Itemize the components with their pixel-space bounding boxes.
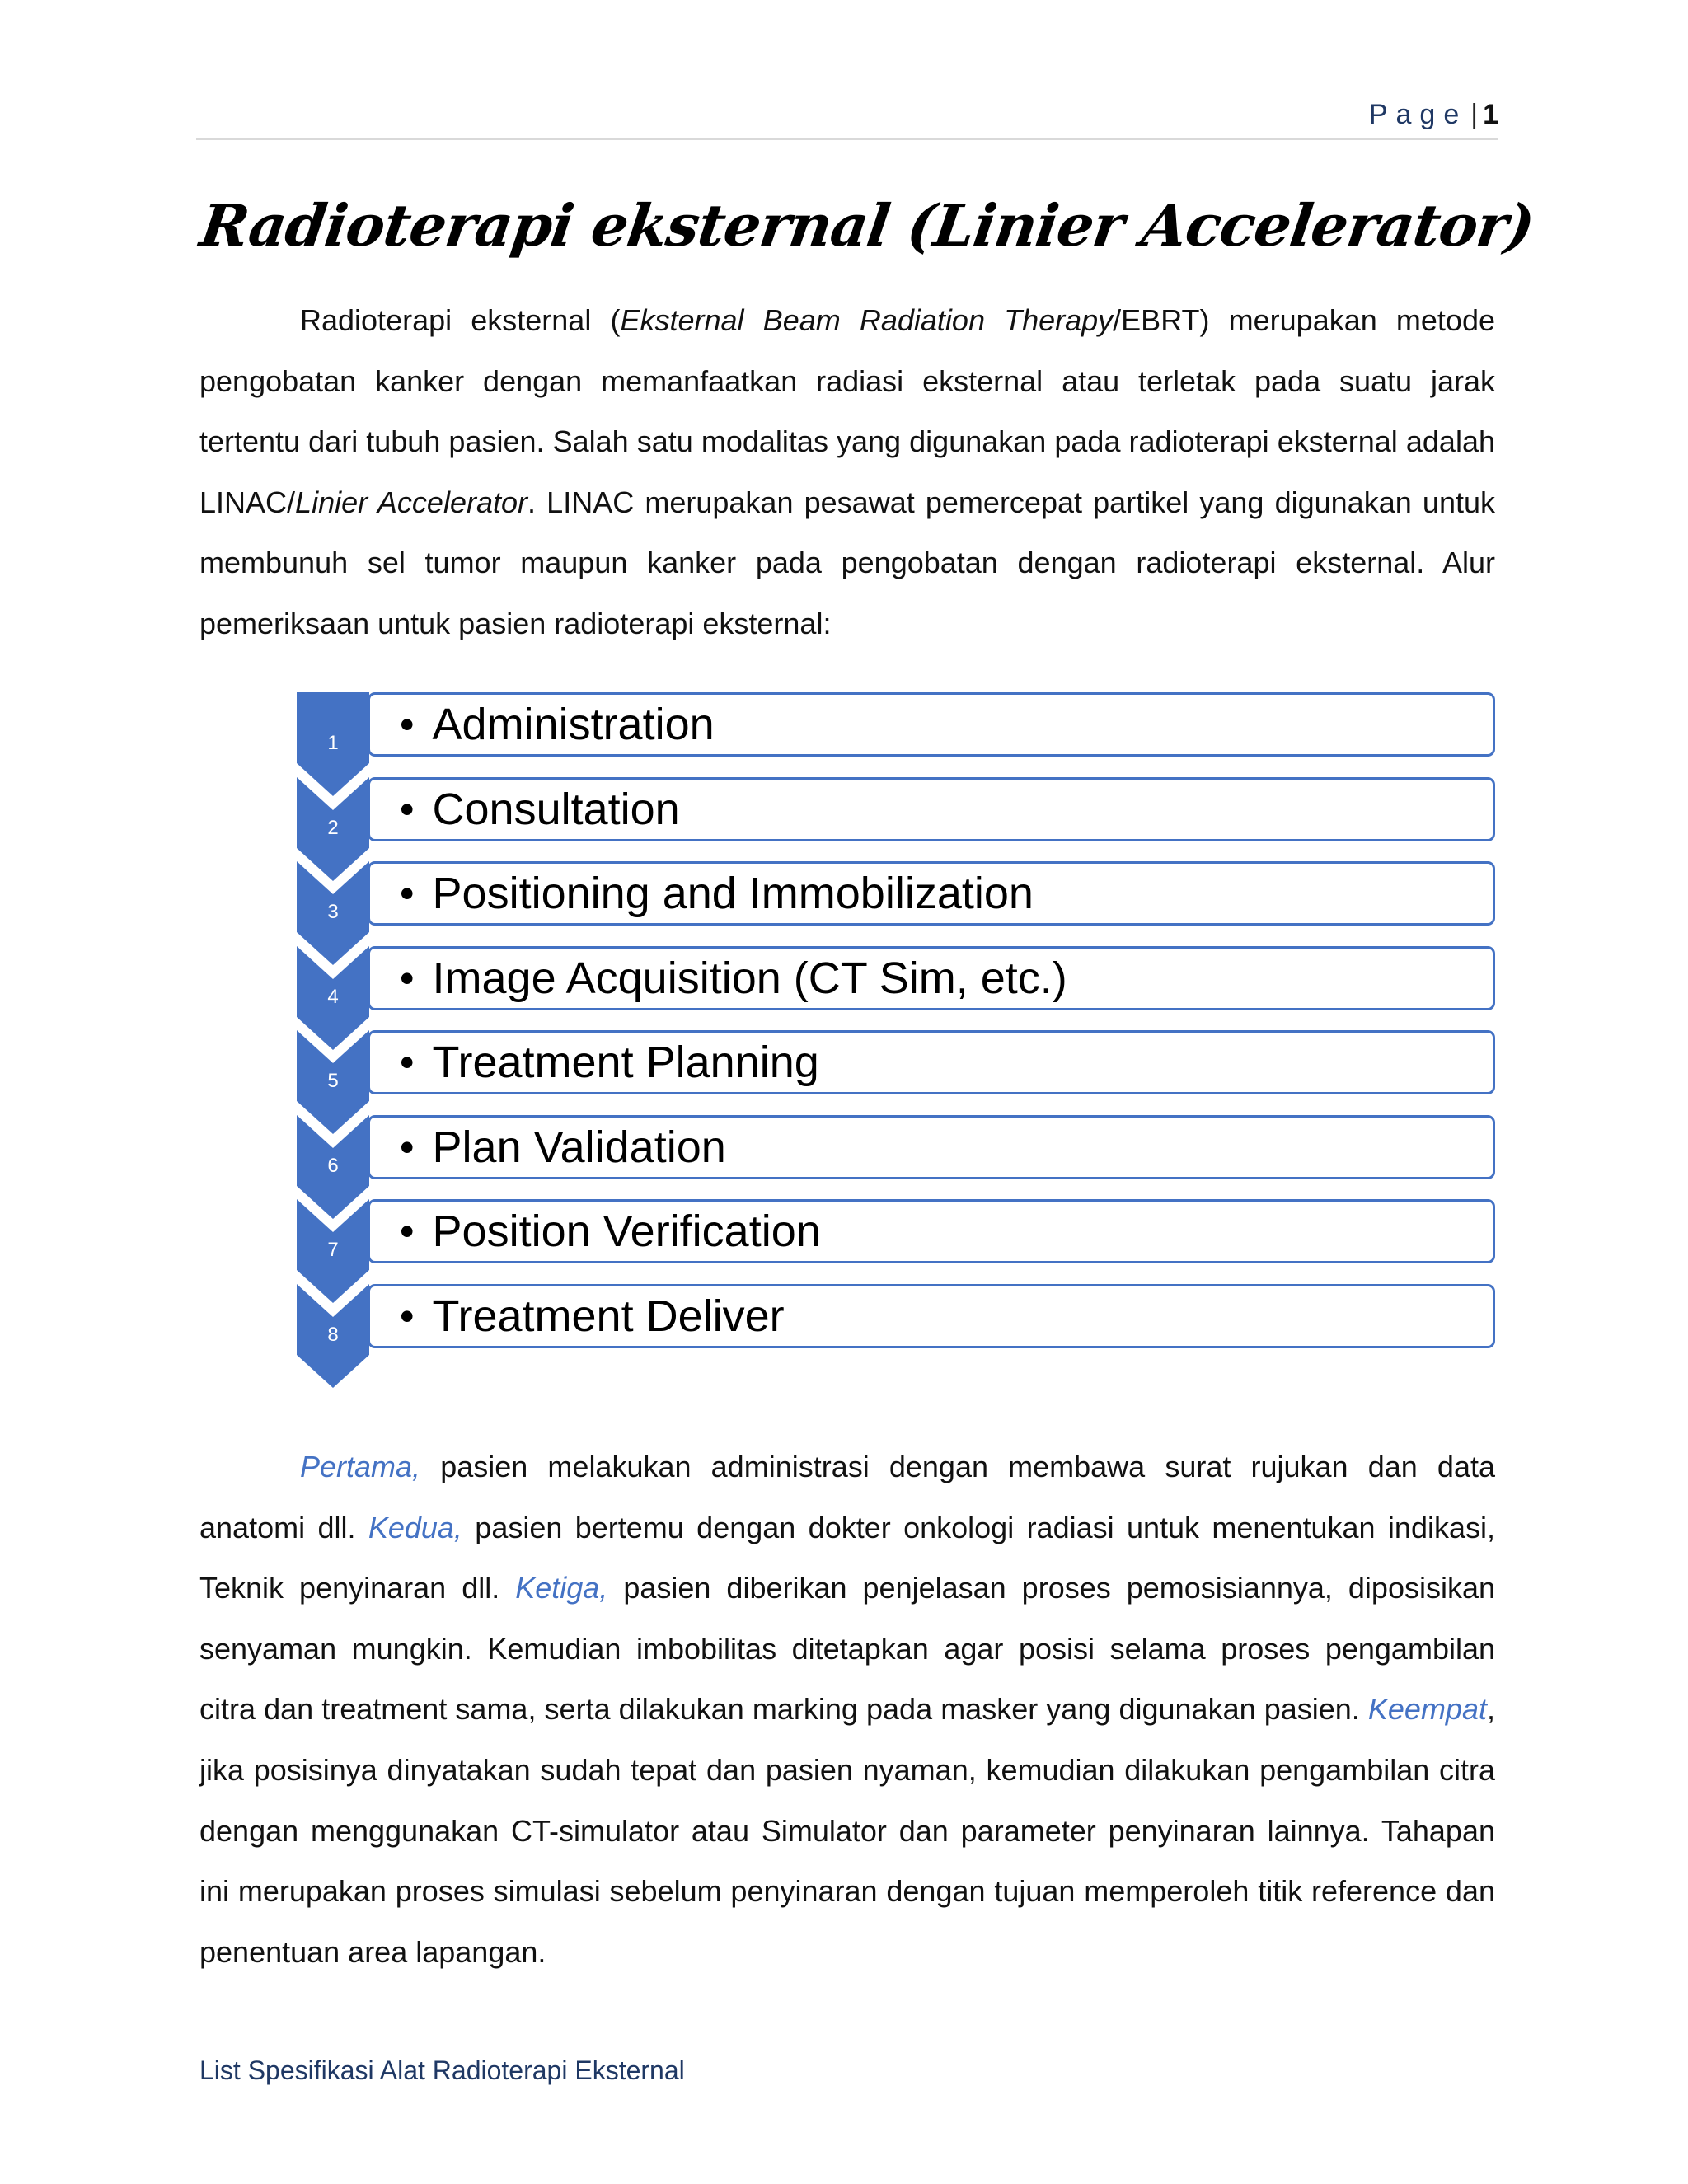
intro-text-3: . LINAC merupakan pesawat pemercepat partikel yang digunakan untuk membunuh sel tumor maupun kanker pada pengobatan dengan radioterapi eksternal. Alur pemeriksaan untuk pasien radioterapi eksternal: xyxy=(199,485,1495,640)
step-box xyxy=(368,1284,1495,1348)
step-label: Image Acquisition (CT Sim, etc.) xyxy=(432,953,1067,1003)
step-number: 2 xyxy=(327,816,339,839)
step-label: Position Verification xyxy=(432,1207,821,1256)
bullet-icon: • xyxy=(400,954,415,1001)
page-separator: | xyxy=(1470,99,1479,130)
step-number: 7 xyxy=(327,1239,339,1261)
intro-term-ebrt: Eksternal Beam Radiation Therapy xyxy=(620,303,1114,337)
step-box xyxy=(368,1030,1495,1094)
steps-text-2: pasien bertemu dengan dokter onkologi radiasi untuk menentukan indikasi, Teknik penyinaran dll. xyxy=(199,1510,1495,1605)
intro-text-1: Radioterapi eksternal ( xyxy=(300,303,621,337)
step-box xyxy=(368,946,1495,1010)
step-number: 4 xyxy=(327,985,339,1008)
steps-paragraph xyxy=(199,1436,1495,1982)
step-label: Plan Validation xyxy=(432,1122,726,1172)
page-footer: List Spesifikasi Alat Radioterapi Eksternal xyxy=(199,2055,685,2085)
bullet-icon: • xyxy=(400,1039,415,1085)
keyword-keempat: Keempat xyxy=(1367,1692,1487,1727)
keyword-pertama: Pertama, xyxy=(300,1450,421,1483)
bullet-icon: • xyxy=(400,701,415,748)
page-label: Page xyxy=(1368,99,1468,130)
step-box xyxy=(368,777,1495,841)
step-box xyxy=(368,861,1495,926)
step-number: 3 xyxy=(327,901,339,923)
bullet-icon: • xyxy=(400,1292,415,1339)
bullet-icon: • xyxy=(400,870,415,916)
bullet-icon: • xyxy=(400,785,415,832)
steps-text-4: , jika posisinya dinyatakan sudah tepat dan pasien nyaman, kemudian dilakukan pengambilan citra dengan menggunakan CT-simulator atau Simulator dan parameter penyinaran lainnya. Tahapan ini merupakan proses simulasi sebelum penyinaran dengan tujuan memperoleh titik reference dan penentuan area lapangan. xyxy=(199,1692,1495,1969)
step-label: Treatment Planning xyxy=(432,1038,819,1087)
keyword-kedua: Kedua, xyxy=(368,1510,462,1544)
steps-text-3: pasien diberikan penjelasan proses pemosisiannya, diposisikan senyaman mungkin. Kemudian imbobilitas ditetapkan agar posisi selama proses pengambilan citra dan treatment sama, serta dilakukan marking pada masker yang digunakan pasien. xyxy=(199,1571,1495,1727)
step-label: Administration xyxy=(432,700,715,749)
intro-text-2: /EBRT) merupakan metode pengobatan kanker dengan memanfaatkan radiasi eksternal atau terletak pada suatu jarak tertentu dari tubuh pasien. Salah satu modalitas yang digunakan pada radioterapi eksternal adalah LINAC/ xyxy=(199,303,1495,519)
step-number: 8 xyxy=(327,1323,339,1346)
document-title: Radioterapi eksternal (Linier Accelerator) xyxy=(196,191,1539,260)
step-label: Positioning and Immobilization xyxy=(432,869,1034,918)
intro-term-linac: Linier Accelerator xyxy=(295,485,528,519)
step-label: Consultation xyxy=(432,784,680,834)
step-box xyxy=(368,692,1495,757)
step-number: 5 xyxy=(327,1070,339,1092)
keyword-ketiga: Ketiga, xyxy=(515,1571,608,1605)
step-number: 6 xyxy=(327,1154,339,1177)
bullet-icon: • xyxy=(400,1208,415,1254)
step-label: Treatment Deliver xyxy=(432,1291,785,1341)
step-box xyxy=(368,1199,1495,1263)
step-number: 1 xyxy=(327,732,339,754)
step-box xyxy=(368,1115,1495,1179)
bullet-icon: • xyxy=(400,1123,415,1170)
steps-text-1: pasien melakukan administrasi dengan membawa surat rujukan dan data anatomi dll. xyxy=(199,1450,1495,1544)
page-number: 1 xyxy=(1483,99,1498,130)
